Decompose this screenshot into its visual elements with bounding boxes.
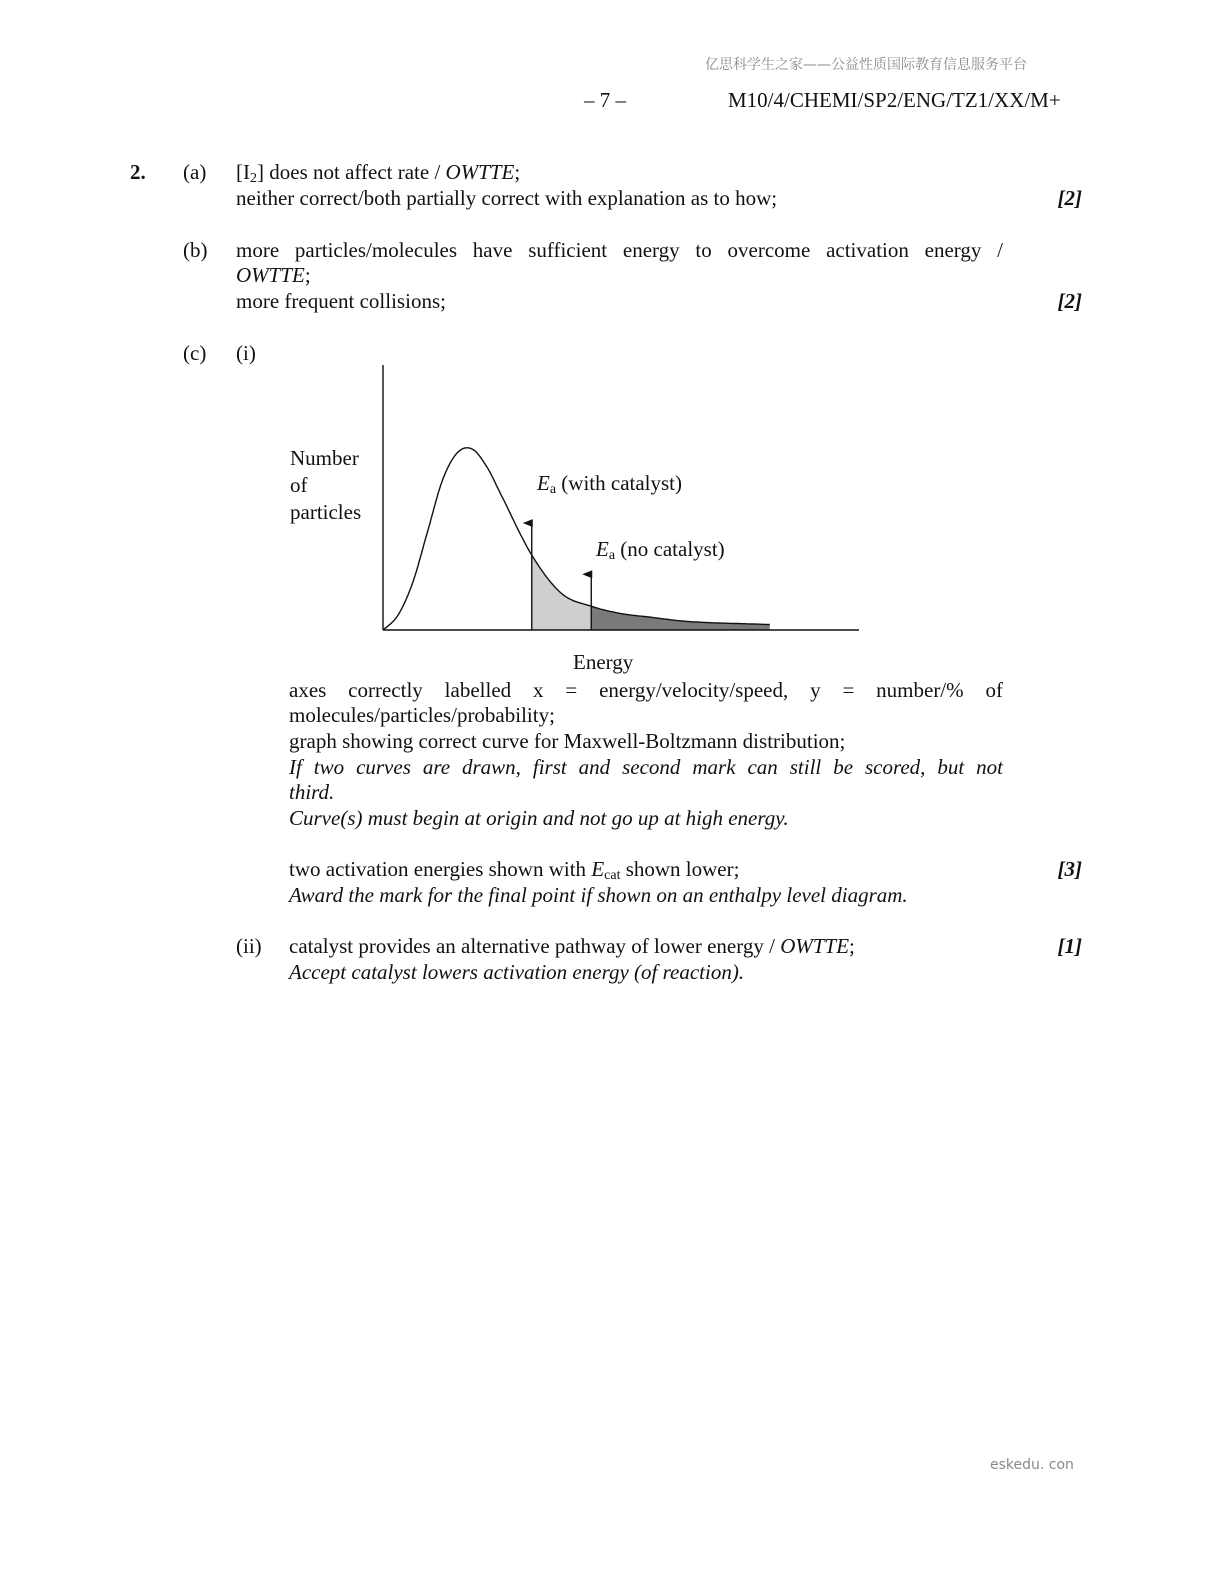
part-b-label: (b) [183,238,208,262]
c-i-note-line2: third. [289,780,335,804]
watermark-bottom: eskedu. con [990,1457,1074,1473]
c-i-note-line1: If two curves are drawn, first and second mark can still be scored, but not [289,755,1003,779]
part-b-line1: more particles/molecules have sufficient energy to overcome activation energy / [236,238,1003,262]
part-b-line2: OWTTE; [236,263,311,287]
c-i-marks: [3] [1057,857,1082,881]
paper-code: M10/4/CHEMI/SP2/ENG/TZ1/XX/M+ [728,88,1061,112]
c-i-answer-line1: axes correctly labelled x = energy/velocity/speed, y = number/% of [289,678,1003,702]
maxwell-boltzmann-chart [370,360,870,645]
c-i-answer-line3: graph showing correct curve for Maxwell-Boltzmann distribution; [289,729,846,753]
page-number: – 7 – [584,88,626,112]
c-i-note-line3: Curve(s) must begin at origin and not go up at high energy. [289,806,789,830]
x-axis-label: Energy [573,650,634,674]
c-i-award-note: Award the mark for the final point if shown on an enthalpy level diagram. [289,883,908,907]
part-a-line1: $[I_2]$ does not affect rate / OWTTE; [236,160,521,186]
part-c-label: (c) [183,341,207,365]
shaded-area-no-catalyst [591,606,770,630]
c-ii-note: Accept catalyst lowers activation energy (of reaction). [289,960,745,984]
c-i-answer-line2: molecules/particles/probability; [289,703,555,727]
c-ii-marks: [1] [1057,934,1082,958]
ea-with-catalyst-label: $E_a$ (with catalyst) [537,471,683,497]
y-axis-label-line: of [290,473,308,497]
y-axis-label-line: particles [290,500,362,524]
part-c-i-label: (i) [236,341,256,365]
ea-no-catalyst-label: $E_a$ (no catalyst) [596,537,725,563]
watermark-top: 亿思科学生之家——公益性质国际教育信息服务平台 [705,57,1027,73]
y-axis-label [290,445,361,526]
c-ii-line1: catalyst provides an alternative pathway of lower energy / OWTTE; [289,934,855,958]
part-a-label: (a) [183,160,207,184]
question-number: 2. [130,160,146,184]
part-a-line2: neither correct/both partially correct with explanation as to how; [236,186,778,210]
part-b-line3: more frequent collisions; [236,289,446,313]
c-i-final-point: two activation energies shown with $E_{cat}$ shown lower; [289,857,740,883]
part-c-ii-label: (ii) [236,934,262,958]
part-a-marks: [2] [1057,186,1082,210]
y-axis-label-line: Number [290,446,359,470]
part-b-marks: [2] [1057,289,1082,313]
